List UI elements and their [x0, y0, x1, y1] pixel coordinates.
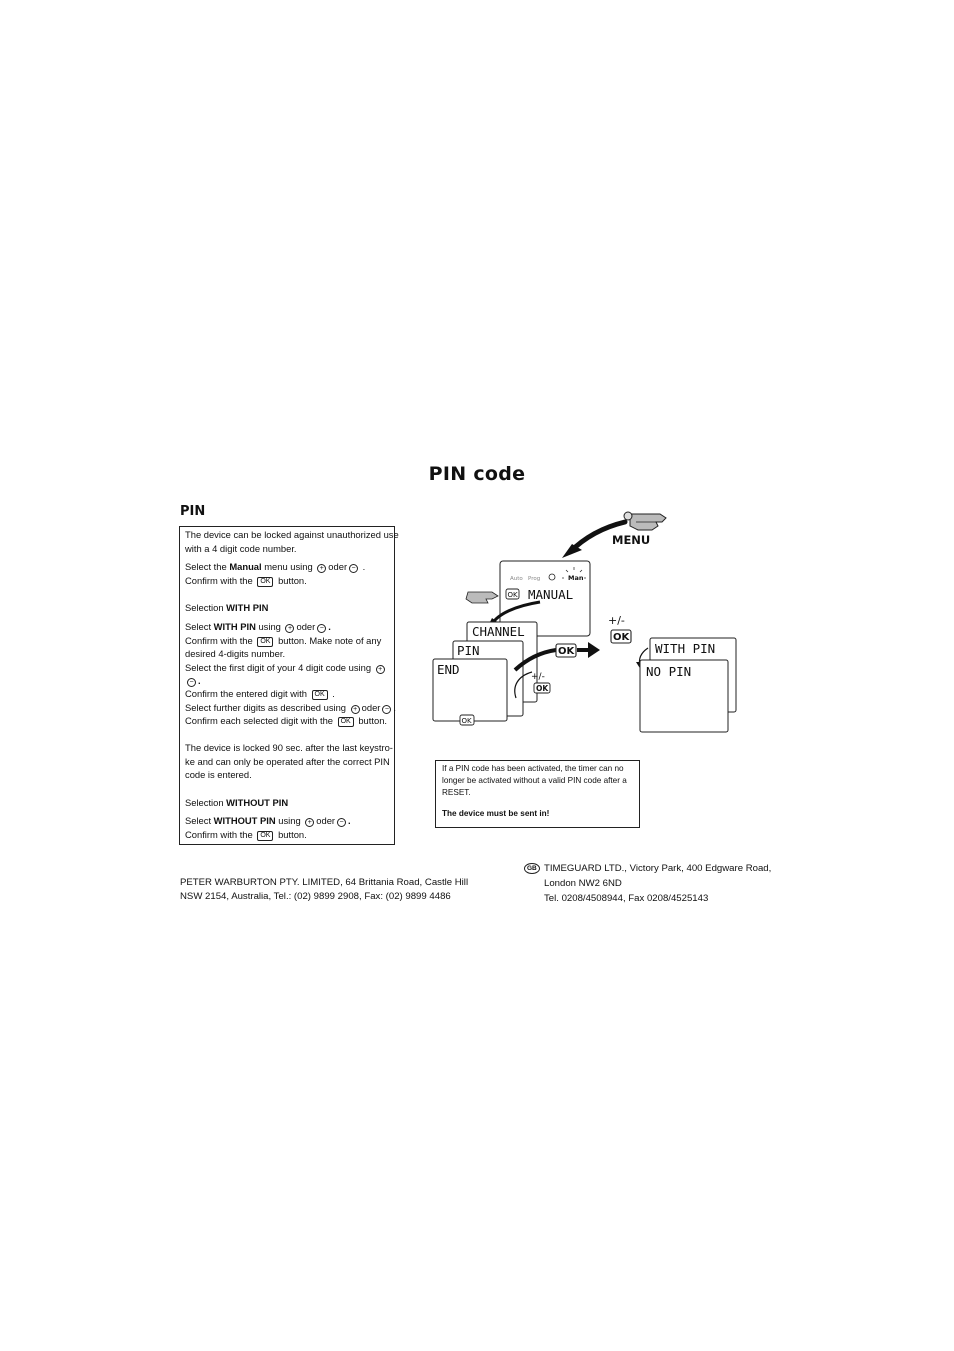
ok-label: OK [536, 684, 549, 693]
lcd-pin: PIN [457, 643, 480, 658]
without-pin-label: WITHOUT PIN [213, 815, 276, 826]
ok-icon: OK [257, 637, 273, 647]
ok-label: OK [507, 591, 518, 599]
text: Confirm with the [185, 575, 256, 586]
confirm-with-line [185, 635, 381, 647]
text: oder [296, 621, 316, 632]
footer-right-1: TIMEGUARD LTD., Victory Park, 400 Edgware Road, [544, 863, 772, 874]
arrow-head-icon [588, 642, 600, 658]
page-title: PIN code [428, 463, 526, 485]
selection-without-pin [185, 797, 288, 809]
plus-minus-label: +/- [531, 672, 545, 682]
plus-icon: + [305, 818, 314, 827]
text: . [348, 815, 351, 826]
footer-left-2: NSW 2154, Australia, Tel.: (02) 9899 2908, Fax: (02) 9899 4486 [180, 891, 451, 902]
note-line-1: If a PIN code has been activated, the timer can no [442, 764, 624, 773]
text: Select the [185, 561, 230, 572]
footer-right-2: London NW2 6ND [544, 878, 622, 889]
menu-label: MENU [612, 533, 651, 547]
section-heading: PIN [180, 504, 206, 519]
ok-label: OK [558, 646, 575, 657]
lcd-end: END [437, 662, 460, 677]
lcd-channel: CHANNEL [472, 624, 525, 639]
pointing-hand-icon [624, 512, 666, 530]
text: Confirm the entered digit with [185, 688, 310, 699]
intro-line-1: The device can be locked against unauthorized use [185, 529, 399, 540]
text: . [329, 688, 335, 699]
confirm-each-line [185, 715, 387, 727]
ok-label: OK [613, 632, 630, 643]
text: Selection [185, 602, 227, 613]
text: Confirm each selected digit with the [185, 715, 336, 726]
text: . [328, 621, 331, 632]
further-digits-line [185, 702, 396, 714]
ok-icon: OK [338, 717, 354, 727]
mode-prog: Prog [528, 576, 541, 582]
pointing-hand-small-icon [466, 592, 498, 603]
text: Select the first digit of your 4 digit code using [185, 662, 374, 673]
confirm-without-line [185, 829, 307, 841]
locked-line-3: code is entered. [185, 769, 252, 780]
select-manual-line [185, 561, 365, 573]
minus-icon: − [317, 624, 326, 633]
text: menu using [261, 561, 316, 572]
mode-auto: Auto [510, 576, 523, 582]
text: Selection [185, 797, 227, 808]
mode-man: Man [568, 574, 584, 582]
intro-line-2: with a 4 digit code number. [185, 543, 297, 554]
plus-icon: + [317, 564, 326, 573]
with-pin-label: WITH PIN [213, 621, 256, 632]
text: oder [316, 815, 336, 826]
minus-icon: − [337, 818, 346, 827]
text: Select [185, 621, 214, 632]
locked-line-2: ke and can only be operated after the correct PIN [185, 756, 390, 767]
note-line-2: longer be activated without a valid PIN code after a [442, 776, 627, 785]
text: using [255, 621, 284, 632]
plus-icon: + [376, 665, 385, 674]
text: using [275, 815, 304, 826]
manual-label: Manual [229, 561, 262, 572]
with-pin-label: WITH PIN [226, 602, 269, 613]
text: oder [328, 561, 348, 572]
text: Confirm with the [185, 635, 256, 646]
minus-icon: − [187, 678, 196, 687]
text: button. [355, 715, 388, 726]
text: button. [275, 829, 307, 840]
text: button. [275, 575, 307, 586]
select-with-pin-line [185, 621, 331, 633]
confirm-line-1 [185, 575, 307, 587]
text: button. Make note of any [275, 635, 382, 646]
lcd-manual: MANUAL [528, 587, 574, 602]
ok-label: OK [461, 717, 472, 725]
plus-minus-label: +/- [608, 614, 625, 627]
first-digit-line-2 [185, 675, 201, 687]
lcd-no-pin: NO PIN [646, 664, 692, 679]
text: oder [361, 702, 381, 713]
gb-badge: GB [524, 863, 540, 874]
pin-menu-diagram [420, 500, 760, 740]
first-digit-line [185, 662, 387, 674]
text: . [393, 702, 397, 713]
warning-note [435, 760, 640, 828]
note-line-3: RESET. [442, 788, 471, 797]
minus-icon: − [382, 705, 391, 714]
plus-icon: + [351, 705, 360, 714]
ok-icon: OK [257, 577, 273, 587]
ok-icon: OK [257, 831, 273, 841]
without-pin-label: WITHOUT PIN [226, 797, 289, 808]
minus-icon: − [349, 564, 358, 573]
lcd-with-pin: WITH PIN [655, 641, 716, 656]
text: Select further digits as described using [185, 702, 349, 713]
footer-left-1: PETER WARBURTON PTY. LIMITED, 64 Brittania Road, Castle Hill [180, 877, 469, 888]
locked-line-1: The device is locked 90 sec. after the last keystro- [185, 742, 393, 753]
ok-icon: OK [312, 690, 328, 700]
selection-with-pin [185, 602, 268, 614]
text: . [198, 675, 201, 686]
text: Confirm with the [185, 829, 256, 840]
select-without-pin-line [185, 815, 351, 827]
text: Select [185, 815, 214, 826]
footer-right-3: Tel. 0208/4508944, Fax 0208/4525143 [544, 893, 709, 904]
plus-icon: + [285, 624, 294, 633]
note-bold: The device must be sent in! [442, 809, 550, 818]
confirm-digit-line [185, 688, 335, 700]
text: . [360, 561, 366, 572]
desired-line: desired 4-digits number. [185, 648, 286, 659]
